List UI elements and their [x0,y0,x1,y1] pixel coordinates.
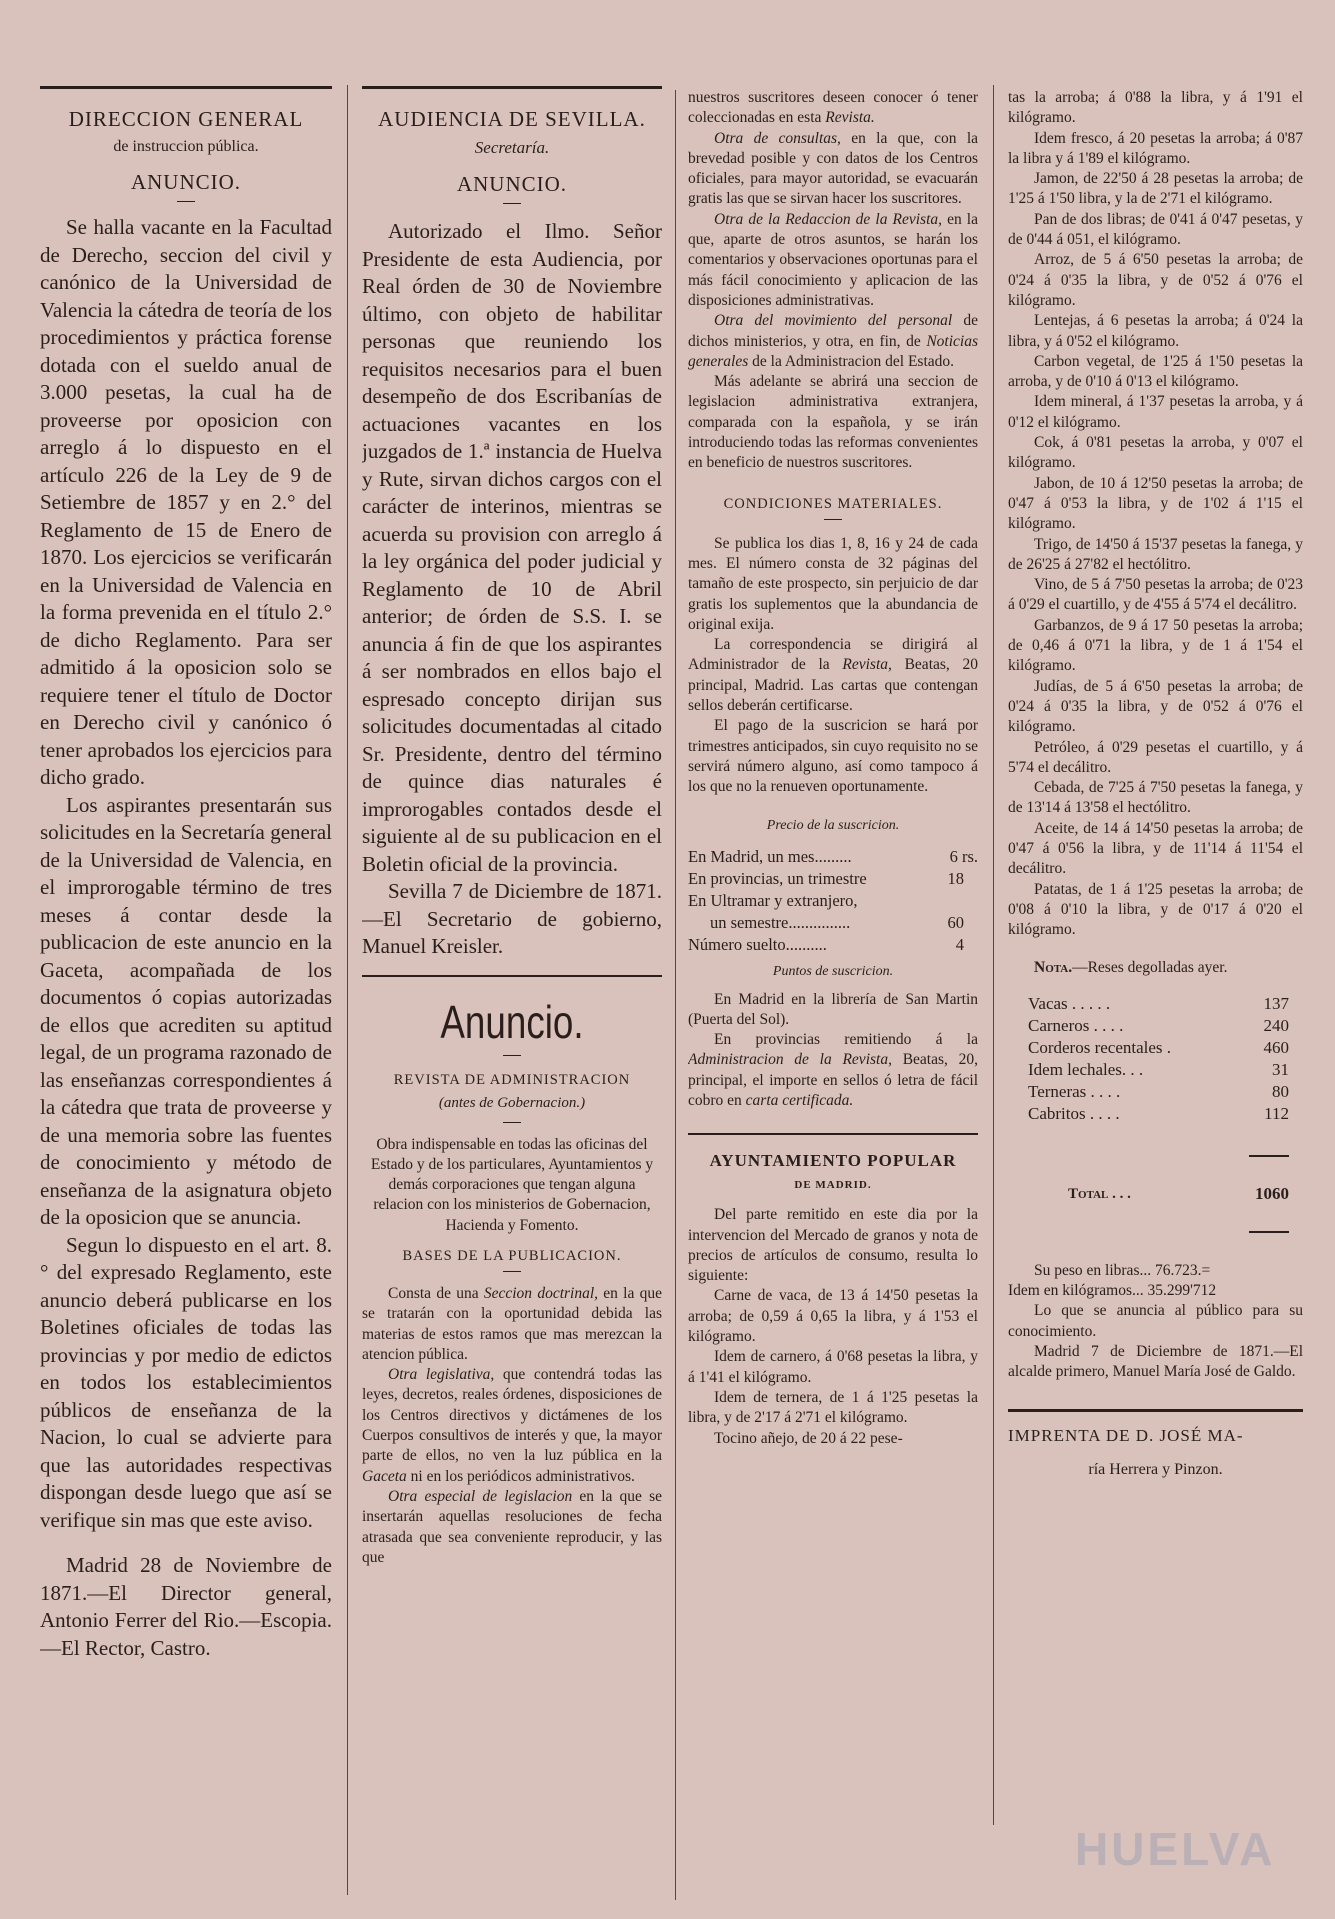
text: Gaceta [362,1467,407,1485]
column-divider [993,85,994,1825]
price-item: Lentejas, á 6 pesetas la arroba; á 0'24 la libra, y á 0'52 el kilógramo. [1008,312,1303,350]
reses-value: 137 [1263,993,1289,1013]
imprint-line: IMPRENTA DE D. JOSÉ MA- [1008,1425,1244,1445]
paragraph: Los aspirantes presentarán sus solicitudes en la Secretaría general de la Universidad de Valencia, en el improrogable término de tres meses á contar desde la publicacion de este anuncio en la Gaceta, acompañada de los documentos ó copias autorizadas de ellos que acrediten su aptitud legal, de un programa razonado de las enseñanzas correspondientes á la cátedra que trata de proveerse y de una memoria sobre las fuentes de conocimiento y método de enseñanza de la asignatura objeto de la oposicion que se anuncia. [40,792,332,1229]
section-rule [362,975,662,977]
paragraph: Idem de carnero, á 0'68 pesetas la libra, y á 1'41 el kilógramo. [688,1348,978,1386]
ayuntamiento-subtitle: DE MADRID. [794,1179,872,1192]
total-value: 1060 [1255,1183,1289,1203]
column-precios-mercado [1008,88,1303,1480]
list-item [1008,1015,1303,1037]
price-label: un semestre............... [710,912,851,932]
price-item: Idem mineral, á 1'37 pesetas la arroba, y á 0'12 el kilógramo. [1008,393,1303,431]
text: La correspondencia se dirigirá al Administrador de la [688,636,978,674]
list-item [1008,1081,1303,1103]
paragraph: En Madrid en la librería de San Martin (Puerta del Sol). [688,990,978,1028]
price-item: Aceite, de 14 á 14'50 pesetas la arroba; de 0'47 á 0'56 la libra, y de 11'14 á 11'54 el decálitro. [1008,819,1303,878]
price-heading: Precio de la suscricion. [766,817,900,833]
text: Noticias generales [688,332,978,370]
text: Consta de una [388,1284,479,1302]
text: Otra del movimiento del personal [714,312,953,330]
text: Otra de la Redaccion de la Revista, [714,210,943,228]
price-item: Trigo, de 14'50 á 15'37 pesetas la fanega, y de 26'25 á 27'82 el hectólitro. [1008,535,1303,573]
nota-line [1008,958,1303,978]
price-item: Garbanzos, de 9 á 17 50 pesetas la arroba; de 0,46 á 0'71 la libra, y de 1 á 1'54 el kilógramo. [1008,616,1303,675]
separator-dash [503,1271,521,1272]
reses-label: Corderos recentales . [1028,1037,1172,1057]
price-item: Arroz, de 5 á 6'50 pesetas la arroba; de 0'24 á 0'35 la libra, y de 0'52 á 0'76 el kilógramo. [1008,251,1303,309]
paragraph [688,1030,978,1111]
text: en la que, aparte de otros asuntos, se harán los comentarios y observaciones oportunas para el más fácil conocimiento y aplicacion de las disposiciones administrativas. [688,210,978,309]
separator-dash [503,1055,521,1056]
price-label: En provincias, un trimestre [688,868,867,888]
nota-label: Nota. [1034,959,1073,977]
anuncio-heading: Anuncio. [440,995,584,1048]
price-item: tas la arroba; á 0'88 la libra, y á 1'91 el kilógramo. [1008,89,1303,127]
notice-heading: ANUNCIO. [130,170,242,194]
text: En provincias remitiendo á la [714,1031,978,1049]
weight-kilos: Idem en kilógramos... 35.299'712 [1008,1282,1217,1300]
signature: Sevilla 7 de Diciembre de 1871.—El Secretario de gobierno, Manuel Kreisler. [362,879,662,958]
text: en la que se insertarán aquellas resoluciones de fecha atrasada que sea conveniente reproducir, y las que [362,1487,662,1566]
revista-subtitle: (antes de Gobernacion.) [438,1094,586,1111]
total-row [1008,1183,1303,1205]
text: Otra legislativa, [388,1366,495,1384]
paragraph [362,1487,662,1568]
text: Revista. [825,109,875,127]
conditions-heading: CONDICIONES MATERIALES. [723,495,943,512]
column-audiencia-sevilla [362,86,662,1568]
text: Administracion de la Revista, [688,1051,892,1069]
text: carta certificada. [745,1091,854,1109]
list-item [1008,1059,1303,1081]
price-label: Número suelto.......... [688,934,827,954]
imprint-line: ría Herrera y Pinzon. [1088,1460,1223,1478]
reses-value: 460 [1263,1037,1289,1057]
reses-value: 31 [1272,1059,1289,1079]
text: nuestros suscritores deseen conocer ó tener coleccionadas en esta [688,89,978,127]
price-item: Patatas, de 1 á 1'25 pesetas la arroba; de 0'08 á 0'10 la libra, y de 0'17 á 0'20 el kilógramo. [1008,880,1303,939]
paragraph: Idem de ternera, de 1 á 1'25 pesetas la libra, y de 2'17 á 2'71 el kilógramo. [688,1388,978,1427]
top-rule [40,86,332,89]
price-item: Cebada, de 7'25 á 7'50 pesetas la fanega, y de 13'14 á 13'58 el hectólitro. [1008,779,1303,817]
section-rule [688,1133,978,1135]
paragraph [362,1284,662,1365]
top-rule [362,86,662,89]
section-subtitle: de instruccion pública. [113,138,259,155]
reses-list [1008,993,1303,1125]
text: Beatas, 20, principal, el importe en sellos ó letra de fácil cobro en [688,1051,978,1109]
separator-dash [503,203,521,204]
paragraph: Más adelante se abrirá una seccion de legislacion administrativa extranjera, comparada con la española, y se irán introduciendo todas las reformas convenientes en beneficio de nuestros suscritores. [688,373,978,472]
ayuntamiento-title: AYUNTAMIENTO POPULAR [709,1151,957,1171]
reses-label: Terneras . . . . [1028,1081,1121,1101]
paragraph [688,129,978,210]
total-separator [1249,1155,1289,1157]
paragraph: Autorizado el Ilmo. Señor Presidente de esta Audiencia, por Real órden de 30 de Noviembre último, con objeto de habilitar personas que reuniendo los requisitos necesarios para el buen desempeño de dos Escribanías de actuaciones vacantes en los juzgados de 1.ª instancia de Huelva y Rute, sirvan dichos cargos con el carácter de interinos, mientras se acuerda su provision con arreglo á la ley orgánica del poder judicial y Reglamento de 10 de Abril anterior; de órden de S.S. I. se anuncia á fin de que los aspirantes á ser nombrados en ellos bajo el espresado concepto dirijan sus solicitudes documentadas al citado Sr. Presidente, dentro del término de quince dias naturales é improrogables contados desde el siguiente al de su publicacion en el Boletin oficial de la provincia. [362,219,662,876]
text: Otra de consultas, [714,129,841,147]
table-row [688,934,978,956]
paragraph: Lo que se anuncia al público para su conocimiento. [1008,1302,1303,1340]
price-label: En Madrid, un mes......... [688,846,852,866]
paragraph: Del parte remitido en este dia por la intervencion del Mercado de granos y nota de precios de artículos de consumo, resulta lo siguiente: [688,1206,978,1285]
paragraph: Obra indispensable en todas las oficinas del Estado y de los particulares, Ayuntamientos y demás corporaciones que tengan alguna relacion con los ministerios de Gobernacion, Hacienda y Fomento. [370,1135,654,1234]
section-title: DIRECCION GENERAL [68,107,304,131]
price-value: 60 [947,912,964,932]
price-label: En Ultramar y extranjero, [688,890,858,910]
paragraph: Se halla vacante en la Facultad de Derecho, seccion del civil y canónico de la Universidad de Valencia la cátedra de teoría de los procedimientos y práctica forense dotada con el sueldo anual de 3.000 pesetas, la cual ha de proveerse por oposicion con arreglo á lo dispuesto en el artículo 226 de la Ley de 9 de Setiembre de 1857 y en 2.° del Reglamento de 15 de Enero de 1870. Los ejercicios se verificarán en la Universidad de Valencia en la forma prevenida en el título 2.° de dicho Reglamento. Para ser admitido á la oposicion solo se requiere tener el título de Doctor en Derecho civil y canónico ó tener aprobados los ejercicios para dicho grado. [40,215,332,789]
price-item: Idem fresco, á 20 pesetas la arroba; á 0'87 la libra y á 1'89 el kilógramo. [1008,129,1303,167]
notice-heading: ANUNCIO. [456,172,568,196]
text: Seccion doctrinal, [483,1284,599,1302]
reses-value: 112 [1264,1103,1289,1123]
reses-label: Idem lechales. . . [1028,1059,1144,1079]
paragraph [362,1365,662,1487]
reses-label: Vacas . . . . . [1028,993,1111,1013]
price-item: Pan de dos libras; de 0'41 á 0'47 pesetas, y de 0'44 á 051, el kilógramo. [1008,210,1303,249]
reses-value: 80 [1272,1081,1289,1101]
price-item: Vino, de 5 á 7'50 pesetas la arroba; de 0'23 á 0'29 el cuartillo, y de 4'55 á 5'74 el decálitro. [1008,576,1303,614]
paragraph [688,88,978,129]
price-table [688,846,978,956]
watermark-logo: HUELVA [1075,1823,1276,1875]
price-item: Jamon, de 22'50 á 28 pesetas la arroba; de 1'25 á 1'50 libra, y la de 2'71 el kilógramo. [1008,170,1303,208]
signature: Madrid 7 de Diciembre de 1871.—El alcalde primero, Manuel María José de Galdo. [1008,1342,1303,1381]
list-item [1008,993,1303,1015]
price-value: 18 [947,868,964,888]
weight-libras: Su peso en libras... 76.723.= [1034,1261,1211,1279]
reses-label: Cabritos . . . . [1028,1103,1120,1123]
bases-heading: BASES DE LA PUBLICACION. [402,1247,622,1264]
paragraph: Segun lo dispuesto en el art. 8.° del expresado Reglamento, este anuncio deberá publicarse en los Boletines oficiales de todas las provincias y por medio de edictos en todos los establecimientos públicos de enseñanza de la Nacion, lo cual se advierte para que las autoridades respectivas dispongan desde luego que así se verifique sin mas que este aviso. [40,1232,332,1532]
table-row [688,890,978,912]
text: Beatas, 20 principal, Madrid. Las cartas que contengan sellos deberán certificarse. [688,656,978,715]
separator-dash [824,519,842,520]
price-value: 4 [955,934,964,954]
section-title: AUDIENCIA DE SEVILLA. [378,107,646,131]
signature: Madrid 28 de Noviembre de 1871.—El Director general, Antonio Ferrer del Rio.—Escopia.—El Rector, Castro. [40,1553,332,1660]
table-row [688,912,978,934]
points-heading: Puntos de suscricion. [772,963,894,979]
list-item [1008,1103,1303,1125]
separator-dash [503,1122,521,1123]
text: de la Administracion del Estado. [752,352,955,370]
paragraph: Carne de vaca, de 13 á 14'50 pesetas la arroba; de 0,59 á 0,65 la libra, y á 1'53 el kilógramo. [688,1287,978,1346]
column-instruccion-publica [40,86,332,1662]
text: ni en los periódicos administrativos. [410,1467,635,1485]
separator-dash [177,201,195,202]
paragraph: Se publica los dias 1, 8, 16 y 24 de cada mes. El número consta de 32 páginas del tamaño de este prospecto, sin perjuicio de dar gratis los suplementos que la abundancia de original exija. [688,534,978,633]
column-revista-ayuntamiento [688,88,978,1449]
table-row [688,868,978,890]
nota-text: —Reses degolladas ayer. [1072,959,1228,977]
text: en la que se tratarán con la oportunidad debida las materias de estos ramos que mas merezcan la atencion pública. [362,1284,662,1363]
reses-label: Carneros . . . . [1028,1015,1124,1035]
price-value [936,890,978,912]
revista-title: REVISTA DE ADMINISTRACION [393,1071,631,1088]
column-divider [347,85,348,1895]
total-label: Total . . . [1068,1185,1131,1202]
price-item: Cok, á 0'81 pesetas la arroba, y 0'07 el kilógramo. [1008,434,1303,472]
text: Otra especial de legislacion [388,1487,573,1505]
price-item: Jabon, de 10 á 12'50 pesetas la arroba; de 0'47 á 0'53 la libra, y de 1'02 á 1'15 el kilógramo. [1008,474,1303,533]
total-separator [1249,1231,1289,1233]
price-item: Judías, de 5 á 6'50 pesetas la arroba; de 0'24 á 0'35 la libra, y de 0'52 á 0'76 el kilógramo. [1008,677,1303,736]
paragraph [688,635,978,716]
text: en la que, con la brevedad posible y con datos de los Centros oficiales, para mayor autoridad, se evacuarán gratis las que se sirvan hacer los suscritores. [688,129,978,208]
text: que contendrá todas las leyes, decretos, reales órdenes, disposiciones de los Centros directivos y dictámenes de los Cuerpos consultivos de interés y que, la mayor parte de ellos, no ven la luz pública en la [362,1366,662,1465]
table-row [688,846,978,868]
text: Revista, [842,656,892,674]
paragraph [688,210,978,311]
price-value: 6 rs. [949,846,978,866]
price-item: Petróleo, á 0'29 pesetas el cuartillo, y á 5'74 el decálitro. [1008,738,1303,776]
price-item: Carbon vegetal, de 1'25 á 1'50 pesetas la arroba, y de 0'10 á 0'13 el kilógramo. [1008,352,1303,391]
reses-value: 240 [1263,1015,1289,1035]
paragraph [688,311,978,372]
imprint-rule [1008,1409,1303,1412]
text: de dichos ministerios, y otra, en fin, de [688,312,978,350]
section-subtitle: Secretaría. [474,138,550,157]
paragraph: Tocino añejo, de 20 á 22 pese- [714,1429,903,1447]
list-item [1008,1037,1303,1059]
column-divider [675,90,676,1900]
paragraph: El pago de la suscricion se hará por trimestres anticipados, sin cuyo requisito no se servirá número alguno, así como tampoco á los que no la renueven oportunamente. [688,717,978,796]
